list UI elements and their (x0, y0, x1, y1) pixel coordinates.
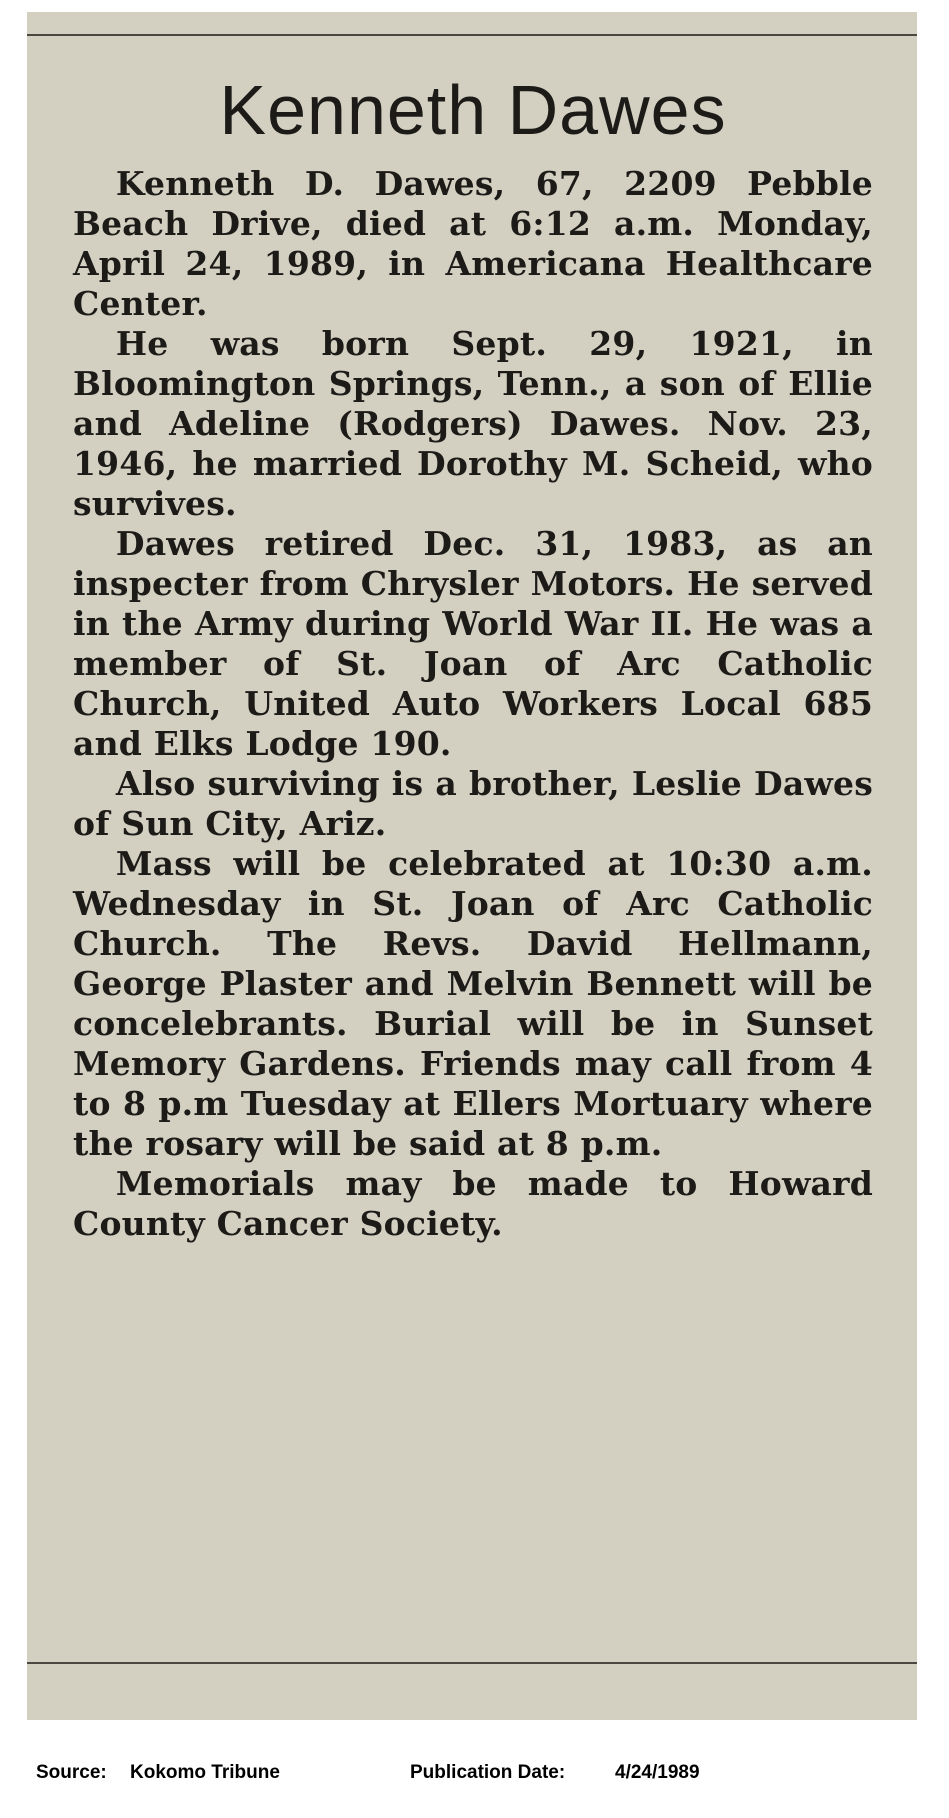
obituary-paragraph: Also surviving is a brother, Leslie Dawes of Sun City, Ariz. (73, 764, 873, 843)
source-label: Source: (36, 1762, 107, 1783)
publication-date-value: 4/24/1989 (615, 1762, 700, 1783)
obituary-paragraph: Kenneth D. Dawes, 67, 2209 Pebble Beach Drive, died at 6:12 a.m. Monday, April 24, 1989, in Americana Healthcare Center. (73, 164, 873, 323)
publication-date-label: Publication Date: (410, 1762, 566, 1783)
source-value: Kokomo Tribune (130, 1762, 280, 1783)
obituary-headline: Kenneth Dawes (219, 71, 727, 149)
bottom-rule (27, 1662, 917, 1664)
newspaper-clipping (27, 12, 917, 1720)
obituary-paragraph: He was born Sept. 29, 1921, in Bloomington Springs, Tenn., a son of Ellie and Adeline (Rodgers) Dawes. Nov. 23, 1946, he married Dorothy M. Scheid, who survives. (73, 324, 873, 523)
obituary-paragraph: Dawes retired Dec. 31, 1983, as an inspecter from Chrysler Motors. He served in the Army during World War II. He was a member of St. Joan of Arc Catholic Church, United Auto Workers Local 685 and Elks Lodge 190. (73, 524, 873, 763)
top-rule (27, 34, 917, 36)
obituary-paragraph: Memorials may be made to Howard County Cancer Society. (73, 1164, 873, 1243)
obituary-paragraph: Mass will be celebrated at 10:30 a.m. Wednesday in St. Joan of Arc Catholic Church. The Revs. David Hellmann, George Plaster and Melvin Bennett will be concelebrants. Burial will be in Sunset Memory Gardens. Friends may call from 4 to 8 p.m Tuesday at Ellers Mortuary where the rosary will be said at 8 p.m. (73, 844, 873, 1163)
